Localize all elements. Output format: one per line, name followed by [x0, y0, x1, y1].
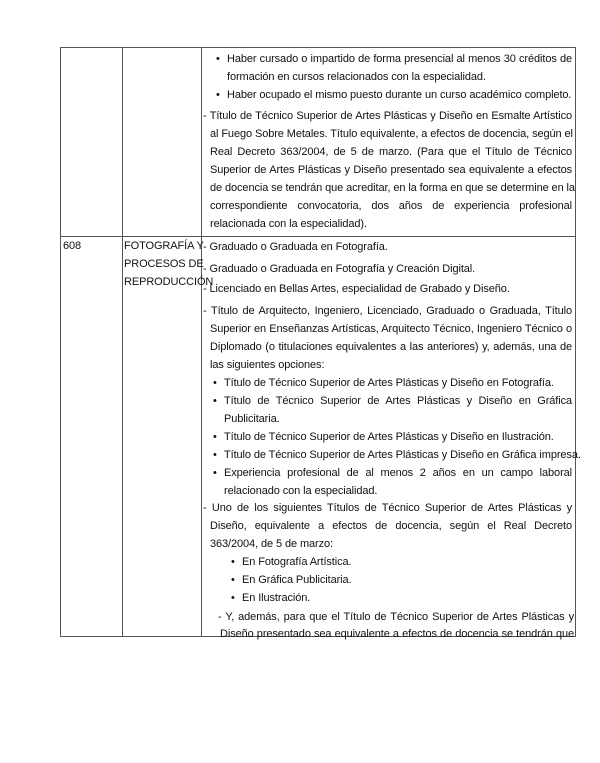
paragraph-line: - Uno de los siguientes Títulos de Técnico Superior de Artes Plásticas y: [203, 502, 572, 514]
option-line: • Título de Técnico Superior de Artes Plásticas y Diseño en Gráfica impresa.: [224, 446, 581, 464]
paragraph-line: - Y, además, para que el Título de Técnico Superior de Artes Plásticas y: [218, 611, 574, 623]
sub-option: • En Fotografía Artística.: [242, 553, 352, 571]
paragraph-line: correspondiente convocatoria, dos años de experiencia profesional: [210, 200, 572, 212]
paragraph-line: Diplomado (o titulaciones equivalentes a las anteriores) y, además, una de: [210, 341, 572, 353]
specialty-name-line: REPRODUCCIÓN: [124, 276, 214, 288]
specialty-name-line: PROCESOS DE: [124, 258, 204, 270]
paragraph-line: Diseño presentado sea equivalente a efectos de docencia se tendrán que: [220, 628, 574, 640]
paragraph-line: Superior de Artes Plásticas y Diseño presentado sea equivalente a efectos: [210, 164, 572, 176]
paragraph-line: - Título de Arquitecto, Ingeniero, Licenciado, Graduado o Graduada, Título: [203, 305, 572, 317]
option-line: • Título de Técnico Superior de Artes Plásticas y Diseño en Fotografía.: [224, 374, 554, 392]
paragraph-line: al Fuego Sobre Metales. Título equivalente, a efectos de docencia, según el: [210, 128, 573, 140]
bullet-line: • Haber cursado o impartido de forma presencial al menos 30 créditos de: [227, 50, 572, 68]
option-line: relacionado con la especialidad.: [224, 485, 378, 497]
sub-option: • En Gráfica Publicitaria.: [242, 571, 351, 589]
option-line: Publicitaria.: [224, 413, 280, 425]
option-line: • Experiencia profesional de al menos 2 años en un campo laboral: [224, 464, 572, 482]
option-line: • Título de Técnico Superior de Artes Plásticas y Diseño en Ilustración.: [224, 428, 554, 446]
column-divider-2: [201, 48, 202, 636]
specialty-name-line: FOTOGRAFÍA Y: [124, 240, 204, 252]
paragraph-line: - Título de Técnico Superior de Artes Plásticas y Diseño en Esmalte Artístico: [203, 110, 572, 122]
bullet-line: • Haber ocupado el mismo puesto durante un curso académico completo.: [227, 86, 571, 104]
specialty-code: 608: [63, 240, 82, 252]
degree-item: - Graduado o Graduada en Fotografía.: [203, 241, 388, 253]
requirements-table: [60, 47, 581, 640]
degree-item: - Licenciado en Bellas Artes, especialidad de Grabado y Diseño.: [203, 283, 510, 295]
paragraph-line: de docencia se tendrán que acreditar, en la forma en que se determine en la: [210, 182, 575, 194]
sub-option: • En Ilustración.: [242, 589, 310, 607]
degree-item: - Graduado o Graduada en Fotografía y Creación Digital.: [203, 263, 476, 275]
paragraph-line: 363/2004, de 5 de marzo:: [210, 538, 333, 550]
paragraph-line: relacionada con la especialidad).: [210, 218, 367, 230]
paragraph-line: Real Decreto 363/2004, de 5 de marzo. (Para que el Título de Técnico: [210, 146, 572, 158]
bullet-line: formación en cursos relacionados con la especialidad.: [227, 71, 486, 83]
option-line: • Título de Técnico Superior de Artes Plásticas y Diseño en Gráfica: [224, 392, 572, 410]
paragraph-line: Diseño, equivalente a efectos de docencia, según el Real Decreto: [210, 520, 572, 532]
paragraph-line: las siguientes opciones:: [210, 359, 325, 371]
column-divider-1: [122, 48, 123, 636]
paragraph-line: Superior en Enseñanzas Artísticas, Arquitecto Técnico, Ingeniero Técnico o: [210, 323, 572, 335]
